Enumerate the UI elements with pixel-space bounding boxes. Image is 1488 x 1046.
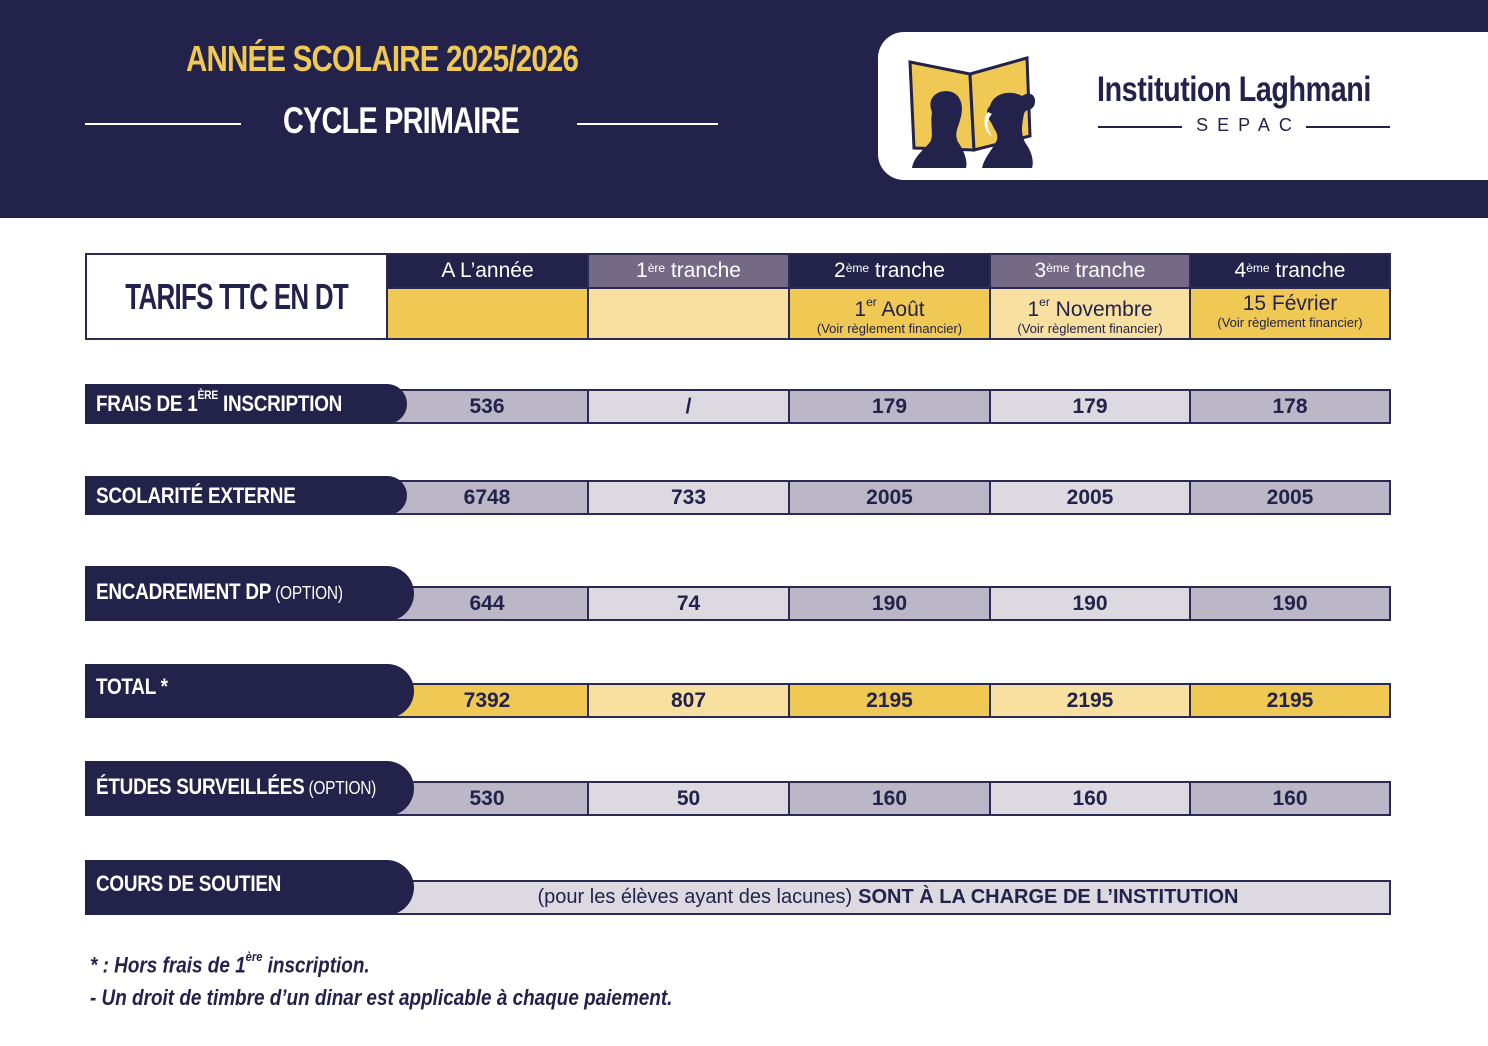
- label-text: ENCADREMENT DP: [96, 578, 272, 604]
- value-tranche-3: 2195: [991, 685, 1191, 716]
- footnote-stamp-duty: - Un droit de timbre d’un dinar est applicable à chaque paiement.: [90, 985, 673, 1011]
- due-date-note: (Voir règlement financier): [1217, 315, 1363, 330]
- due-date-note: (Voir règlement financier): [816, 321, 963, 336]
- value-tranche-3: 179: [991, 391, 1191, 422]
- date-suffix: er: [866, 295, 877, 309]
- value-tranche-3: 160: [991, 783, 1191, 814]
- value-tranche-2: 190: [790, 588, 991, 619]
- tariffs-title-cell: [87, 255, 388, 338]
- footnote-text: * : Hors frais de 1: [90, 952, 246, 978]
- due-date-tranche-1: [589, 289, 790, 338]
- date-text: 15 Février: [1242, 292, 1338, 315]
- institution-subtitle: [1098, 114, 1390, 138]
- value-annual: 536: [87, 391, 589, 422]
- school-year-title: ANNÉE SCOLAIRE 2025/2026: [186, 38, 579, 79]
- table-row-supervised-study: [85, 761, 1391, 816]
- due-date-tranche-2: [790, 289, 991, 338]
- value-annual: 7392: [87, 685, 589, 716]
- table-row-tutoring: [85, 860, 1391, 915]
- cycle-title: CYCLE PRIMAIRE: [283, 100, 520, 141]
- ordinal-suffix: ème: [1246, 261, 1270, 275]
- value-tranche-2: 2005: [790, 482, 991, 513]
- column-header-tranche-2: [790, 255, 991, 289]
- column-label: A L’année: [441, 259, 534, 282]
- label-text: FRAIS DE 1: [96, 391, 198, 416]
- label-text: INSCRIPTION: [217, 391, 343, 416]
- label-text: TOTAL *: [96, 674, 168, 699]
- table-row-tuition: [85, 476, 1391, 515]
- header-banner: [0, 0, 1488, 218]
- column-header-annual: [388, 255, 589, 289]
- due-date-tranche-4: [1191, 289, 1389, 338]
- column-label: tranche: [1275, 259, 1346, 282]
- due-date-tranche-3: [991, 289, 1191, 338]
- footnote-text: inscription.: [262, 952, 370, 978]
- footnote-asterisk: [90, 943, 672, 981]
- footnotes: [90, 943, 767, 1014]
- due-date: [790, 293, 989, 321]
- value-tranche-4: 178: [1191, 391, 1389, 422]
- label-text: ÉTUDES SURVEILLÉES: [96, 773, 305, 799]
- column-header-tranche-3: [991, 255, 1191, 289]
- row-label: [85, 566, 414, 621]
- institution-name: Institution Laghmani: [1097, 70, 1371, 109]
- value-tranche-1: 807: [589, 685, 790, 716]
- due-date: [991, 293, 1189, 321]
- value-annual: 530: [87, 783, 589, 814]
- tariffs-title: TARIFS TTC EN DT: [125, 275, 348, 317]
- value-tranche-2: 179: [790, 391, 991, 422]
- row-label: [85, 761, 414, 816]
- row-label: [85, 860, 414, 915]
- date-day: 1: [854, 298, 867, 321]
- value-tranche-4: 190: [1191, 588, 1389, 619]
- tutoring-note-normal: (pour les élèves ayant des lacunes): [537, 886, 853, 908]
- value-tranche-3: 190: [991, 588, 1191, 619]
- date-day: 1: [1027, 298, 1040, 321]
- date-suffix: er: [1039, 295, 1050, 309]
- column-label: tranche: [670, 259, 741, 282]
- table-row-registration-fee: [85, 384, 1391, 424]
- ordinal-number: 1: [636, 259, 648, 282]
- table-row-dp-supervision: [85, 566, 1391, 621]
- row-label: [85, 476, 407, 515]
- divider-left: [85, 123, 241, 125]
- row-label: [85, 664, 414, 718]
- due-date-note: (Voir règlement financier): [1017, 321, 1163, 336]
- logo-card: [878, 32, 1488, 180]
- column-header-tranche-1: [589, 255, 790, 289]
- column-label: tranche: [1075, 259, 1146, 282]
- tariff-table-header: [85, 253, 1391, 340]
- footnote-suffix: ère: [245, 949, 263, 964]
- value-tranche-4: 160: [1191, 783, 1389, 814]
- value-tranche-1: 50: [589, 783, 790, 814]
- due-date-annual: [388, 289, 589, 338]
- subtitle-text: SEPAC: [1196, 115, 1301, 135]
- row-label: [85, 384, 407, 424]
- subtitle-rule-right: [1306, 126, 1390, 128]
- label-suffix: ÈRE: [197, 387, 218, 402]
- option-tag: (OPTION): [304, 777, 377, 798]
- label-text: COURS DE SOUTIEN: [96, 870, 282, 896]
- ordinal-suffix: ère: [647, 261, 666, 275]
- value-annual: 644: [87, 588, 589, 619]
- ordinal-number: 3: [1034, 259, 1047, 282]
- ordinal-suffix: ème: [1046, 261, 1070, 275]
- value-tranche-1: /: [589, 391, 790, 422]
- value-tranche-1: 74: [589, 588, 790, 619]
- date-month: Août: [881, 298, 925, 321]
- children-reading-book-icon: [902, 50, 1042, 170]
- ordinal-number: 2: [834, 259, 846, 282]
- column-header-tranche-4: [1191, 255, 1389, 289]
- divider-right: [577, 123, 718, 125]
- due-date: [1191, 293, 1389, 315]
- label-text: SCOLARITÉ EXTERNE: [96, 482, 296, 508]
- column-label: tranche: [874, 259, 945, 282]
- table-row-total: [85, 664, 1391, 718]
- tutoring-note-bold: SONT À LA CHARGE DE L’INSTITUTION: [858, 886, 1239, 908]
- value-annual: 6748: [87, 482, 589, 513]
- value-tranche-4: 2195: [1191, 685, 1389, 716]
- date-month: Novembre: [1055, 298, 1153, 321]
- value-tranche-3: 2005: [991, 482, 1191, 513]
- option-tag: (OPTION): [271, 582, 343, 603]
- value-tranche-4: 2005: [1191, 482, 1389, 513]
- ordinal-suffix: ème: [845, 261, 870, 275]
- ordinal-number: 4: [1234, 259, 1247, 282]
- value-tranche-1: 733: [589, 482, 790, 513]
- value-tranche-2: 160: [790, 783, 991, 814]
- value-tranche-2: 2195: [790, 685, 991, 716]
